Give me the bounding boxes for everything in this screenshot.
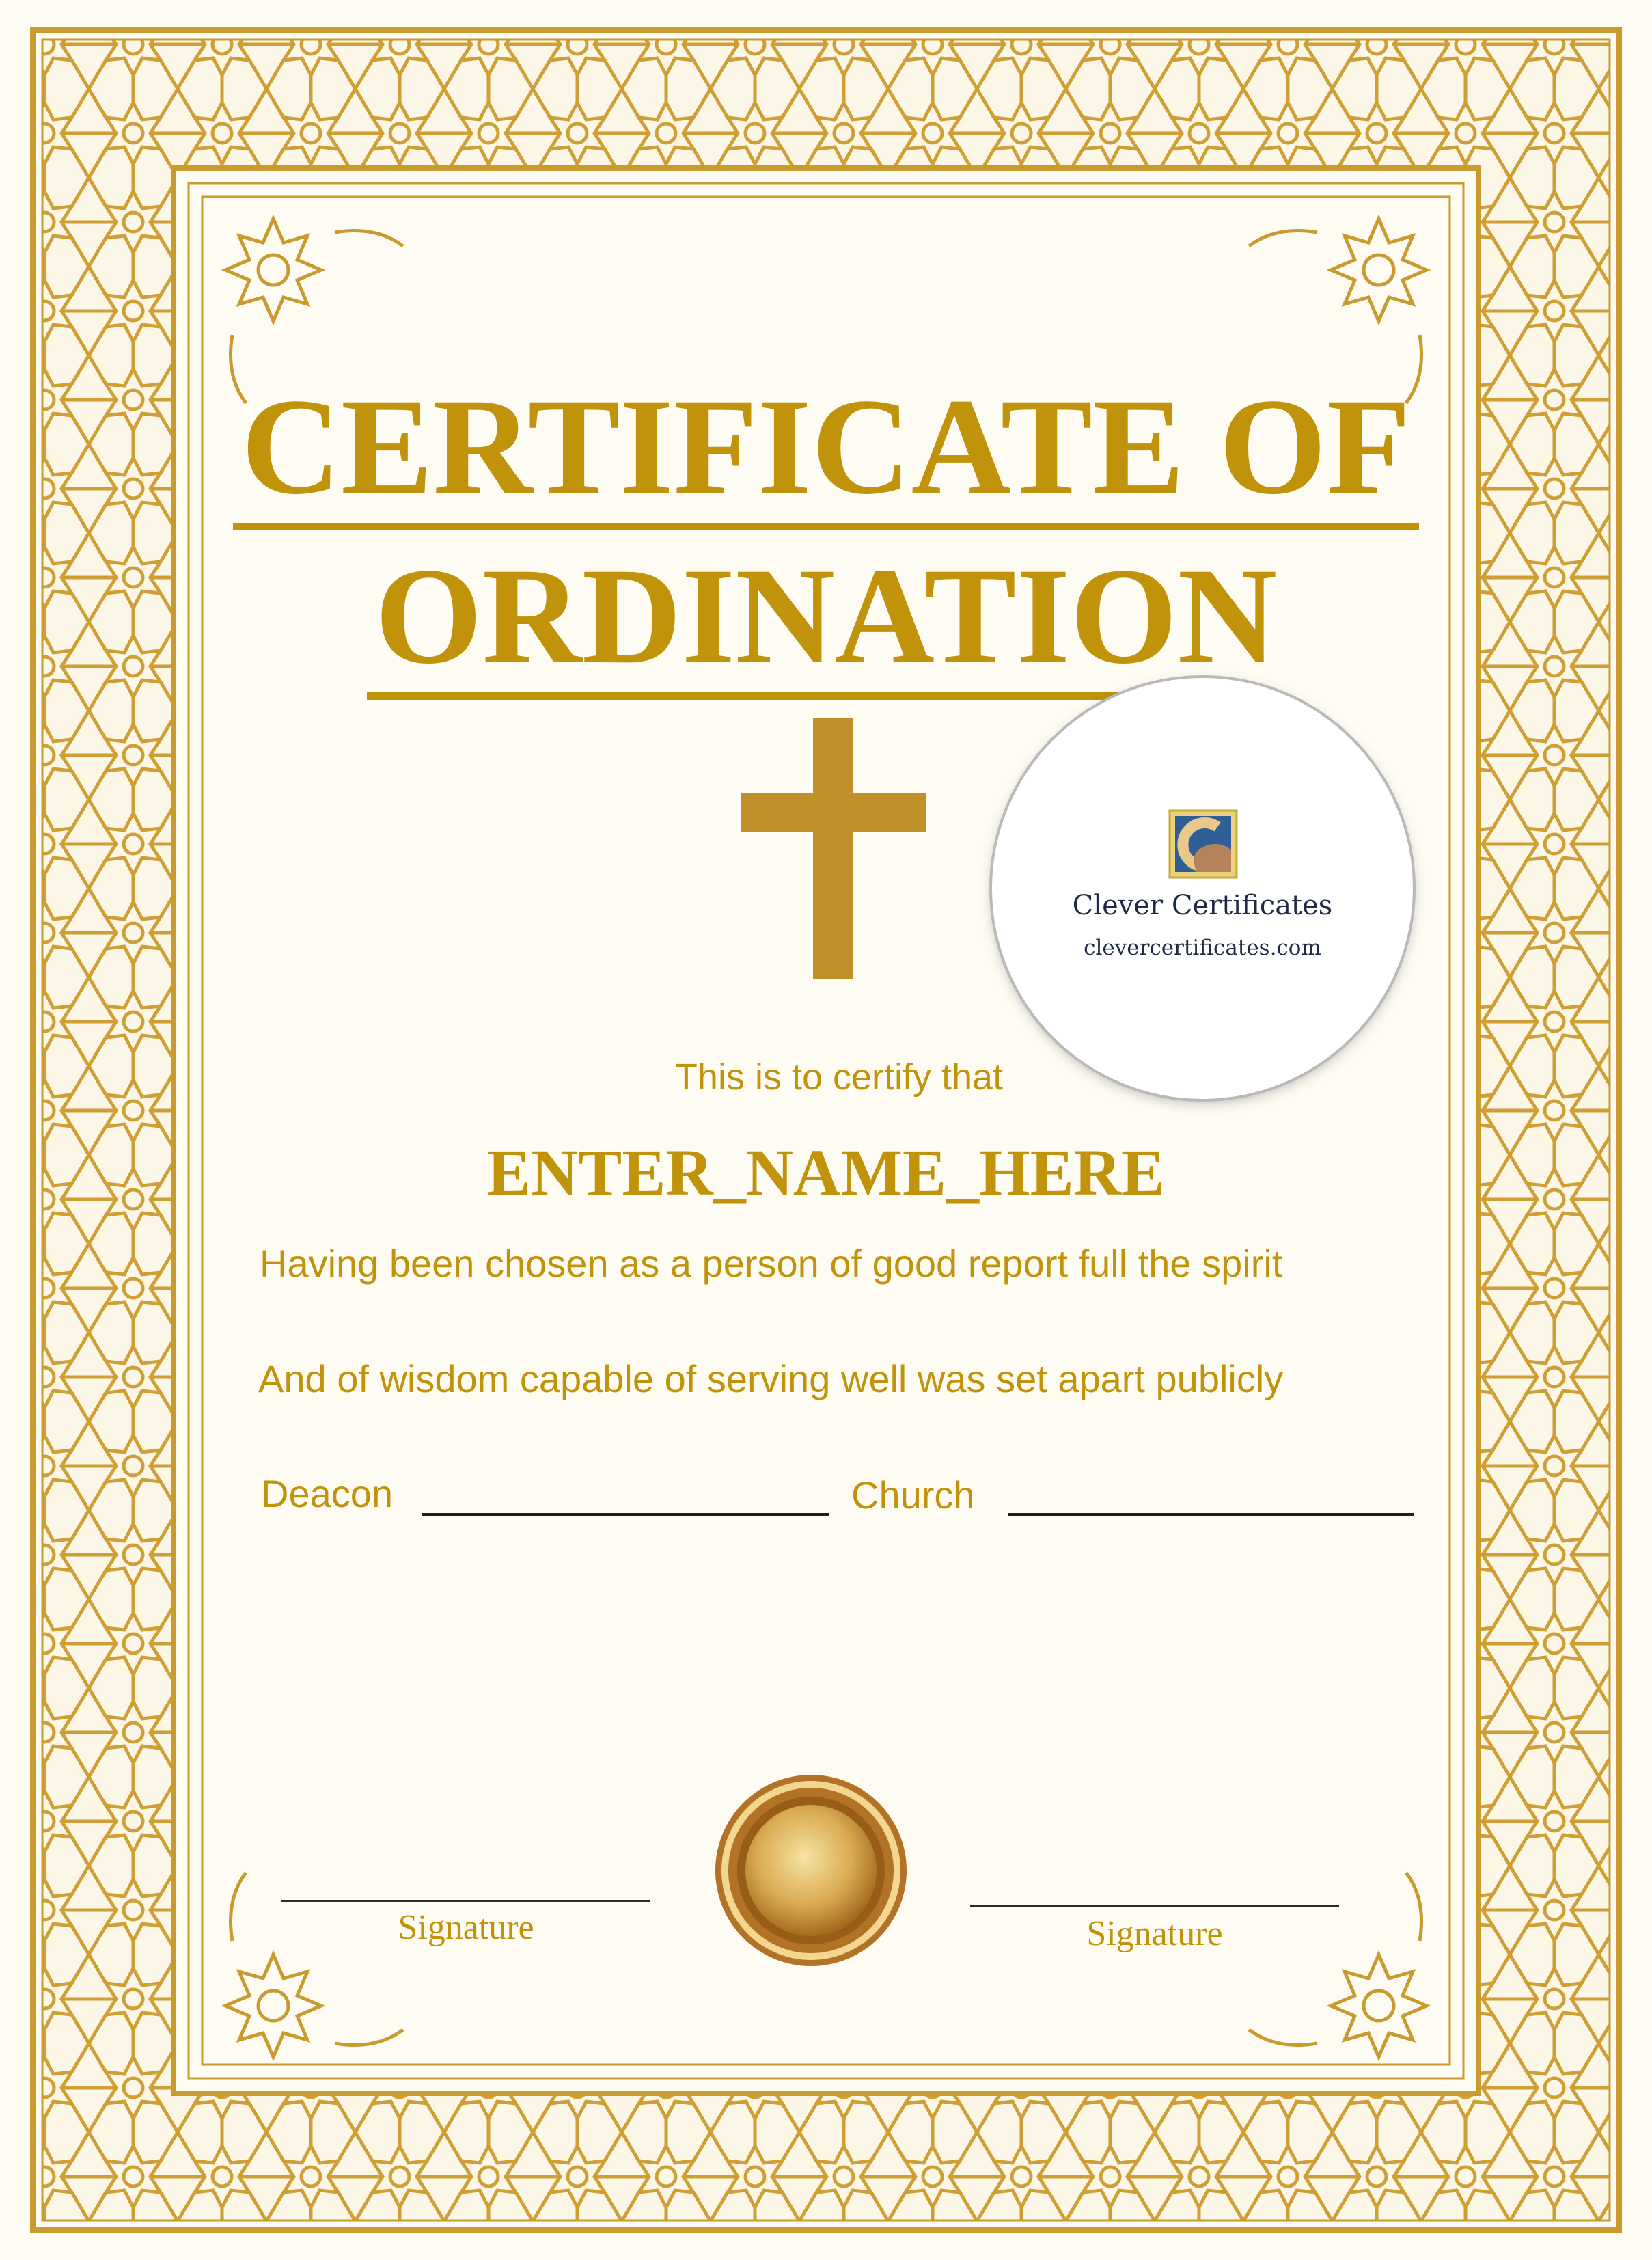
signature-line-left — [281, 1900, 650, 1902]
certificate-title-line1: CERTIFICATE OF — [0, 377, 1652, 515]
deacon-label: Deacon — [261, 1472, 394, 1515]
certificate-title-line2: ORDINATION — [0, 547, 1652, 685]
recipient-name: ENTER_NAME_HERE — [486, 1136, 1166, 1209]
deacon-blank-line — [422, 1513, 829, 1516]
brand-name: Clever Certificates — [1072, 890, 1333, 921]
church-blank-line — [1008, 1513, 1414, 1516]
brand-watermark — [992, 678, 1413, 1099]
gold-seal-icon — [683, 1743, 939, 1998]
brand-url: clevercertificates.com — [1084, 936, 1321, 960]
signature-label-right: Signature — [1086, 1914, 1223, 1953]
church-label: Church — [851, 1473, 975, 1516]
body-line-1: Having been chosen as a person of good report full the spirit — [260, 1242, 1283, 1285]
clever-certificates-logo-icon — [1168, 809, 1238, 879]
certify-intro: This is to certify that — [674, 1057, 1004, 1098]
signature-label-left: Signature — [398, 1908, 534, 1947]
cross-icon — [741, 718, 926, 979]
body-line-2: And of wisdom capable of serving well was set apart publicly — [258, 1357, 1284, 1400]
signature-line-right — [970, 1905, 1339, 1907]
